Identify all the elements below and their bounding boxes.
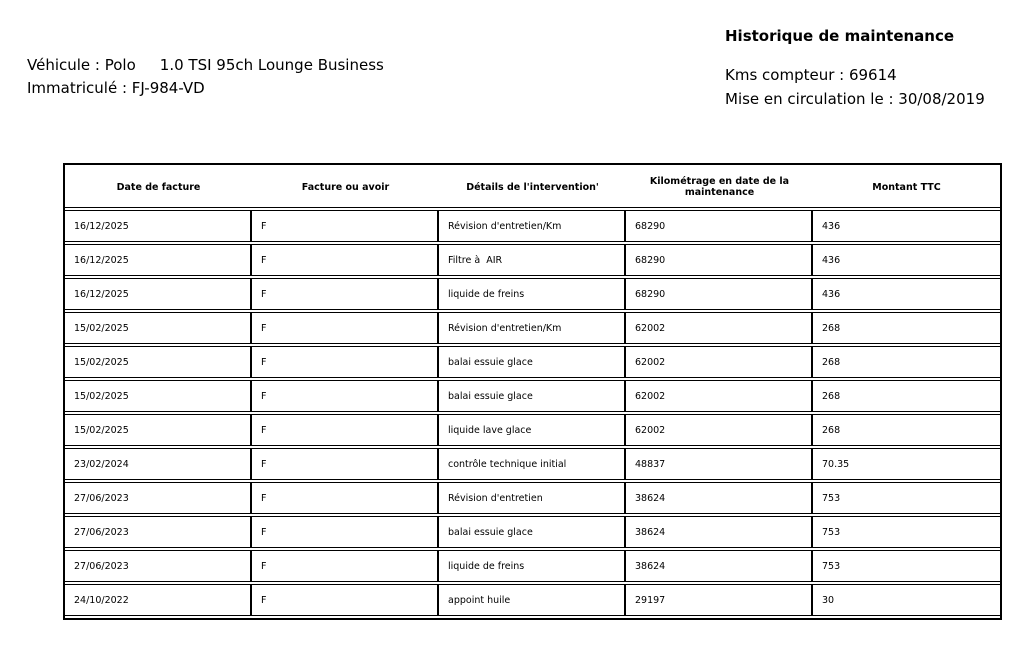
cell-mileage: 38624 <box>626 516 813 548</box>
cell-invoice-type: F <box>252 584 439 616</box>
cell-invoice-date: 15/02/2025 <box>65 380 252 412</box>
table-row <box>65 414 1000 446</box>
cell-invoice-type: F <box>252 312 439 344</box>
table-row <box>65 244 1000 276</box>
cell-mileage: 62002 <box>626 414 813 446</box>
cell-amount: 268 <box>813 414 1000 446</box>
header-invoice-type: Facture ou avoir <box>252 167 439 208</box>
cell-mileage: 62002 <box>626 380 813 412</box>
cell-invoice-type: F <box>252 516 439 548</box>
cell-invoice-type: F <box>252 414 439 446</box>
cell-mileage: 62002 <box>626 346 813 378</box>
cell-amount: 268 <box>813 346 1000 378</box>
cell-invoice-type: F <box>252 550 439 582</box>
cell-invoice-date: 16/12/2025 <box>65 244 252 276</box>
table-row <box>65 312 1000 344</box>
cell-invoice-date: 23/02/2024 <box>65 448 252 480</box>
cell-mileage: 29197 <box>626 584 813 616</box>
cell-invoice-date: 15/02/2025 <box>65 346 252 378</box>
cell-mileage: 48837 <box>626 448 813 480</box>
table-header-row <box>65 167 1000 208</box>
cell-invoice-date: 16/12/2025 <box>65 210 252 242</box>
cell-amount: 268 <box>813 312 1000 344</box>
cell-invoice-type: F <box>252 482 439 514</box>
cell-invoice-type: F <box>252 278 439 310</box>
cell-invoice-type: F <box>252 244 439 276</box>
cell-invoice-date: 27/06/2023 <box>65 516 252 548</box>
cell-amount: 268 <box>813 380 1000 412</box>
cell-invoice-date: 16/12/2025 <box>65 278 252 310</box>
maintenance-summary <box>725 25 985 111</box>
cell-intervention-details: Filtre à AIR <box>439 244 626 276</box>
cell-invoice-type: F <box>252 380 439 412</box>
first-registration-date: Mise en circulation le : 30/08/2019 <box>725 90 985 108</box>
cell-mileage: 38624 <box>626 482 813 514</box>
odometer-reading: Kms compteur : 69614 <box>725 66 897 84</box>
cell-invoice-date: 24/10/2022 <box>65 584 252 616</box>
table-row <box>65 210 1000 242</box>
table-row <box>65 584 1000 616</box>
cell-intervention-details: Révision d'entretien/Km <box>439 210 626 242</box>
cell-intervention-details: appoint huile <box>439 584 626 616</box>
table-row <box>65 380 1000 412</box>
table-row <box>65 516 1000 548</box>
maintenance-table <box>63 163 1002 620</box>
cell-intervention-details: Révision d'entretien <box>439 482 626 514</box>
cell-mileage: 68290 <box>626 244 813 276</box>
cell-mileage: 68290 <box>626 210 813 242</box>
cell-invoice-date: 27/06/2023 <box>65 482 252 514</box>
vehicle-model: 1.0 TSI 95ch Lounge Business <box>159 56 384 74</box>
cell-invoice-type: F <box>252 448 439 480</box>
cell-intervention-details: liquide de freins <box>439 278 626 310</box>
table-body <box>65 210 1000 616</box>
cell-mileage: 68290 <box>626 278 813 310</box>
maintenance-table-container <box>63 163 999 620</box>
cell-intervention-details: liquide lave glace <box>439 414 626 446</box>
header-intervention-details: Détails de l'intervention' <box>439 167 626 208</box>
cell-intervention-details: liquide de freins <box>439 550 626 582</box>
vehicle-registration: Immatriculé : FJ-984-VD <box>27 79 205 97</box>
cell-intervention-details: balai essuie glace <box>439 516 626 548</box>
cell-invoice-type: F <box>252 346 439 378</box>
cell-intervention-details: balai essuie glace <box>439 380 626 412</box>
cell-intervention-details: contrôle technique initial <box>439 448 626 480</box>
cell-amount: 753 <box>813 482 1000 514</box>
header-amount: Montant TTC <box>813 167 1000 208</box>
table-row <box>65 346 1000 378</box>
cell-mileage: 38624 <box>626 550 813 582</box>
header-mileage: Kilométrage en date de la maintenance <box>626 167 813 208</box>
table-row <box>65 550 1000 582</box>
cell-amount: 70.35 <box>813 448 1000 480</box>
cell-intervention-details: Révision d'entretien/Km <box>439 312 626 344</box>
header-invoice-date: Date de facture <box>65 167 252 208</box>
table-row <box>65 482 1000 514</box>
table-row <box>65 278 1000 310</box>
cell-invoice-date: 15/02/2025 <box>65 312 252 344</box>
cell-invoice-type: F <box>252 210 439 242</box>
page-title: Historique de maintenance <box>725 27 955 45</box>
cell-amount: 436 <box>813 244 1000 276</box>
cell-invoice-date: 27/06/2023 <box>65 550 252 582</box>
vehicle-info <box>27 54 384 100</box>
cell-intervention-details: balai essuie glace <box>439 346 626 378</box>
cell-amount: 753 <box>813 516 1000 548</box>
cell-mileage: 62002 <box>626 312 813 344</box>
cell-amount: 436 <box>813 278 1000 310</box>
table-row <box>65 448 1000 480</box>
vehicle-label: Véhicule : Polo <box>27 56 136 74</box>
cell-amount: 30 <box>813 584 1000 616</box>
cell-amount: 753 <box>813 550 1000 582</box>
cell-invoice-date: 15/02/2025 <box>65 414 252 446</box>
cell-amount: 436 <box>813 210 1000 242</box>
vehicle-line <box>27 54 384 77</box>
